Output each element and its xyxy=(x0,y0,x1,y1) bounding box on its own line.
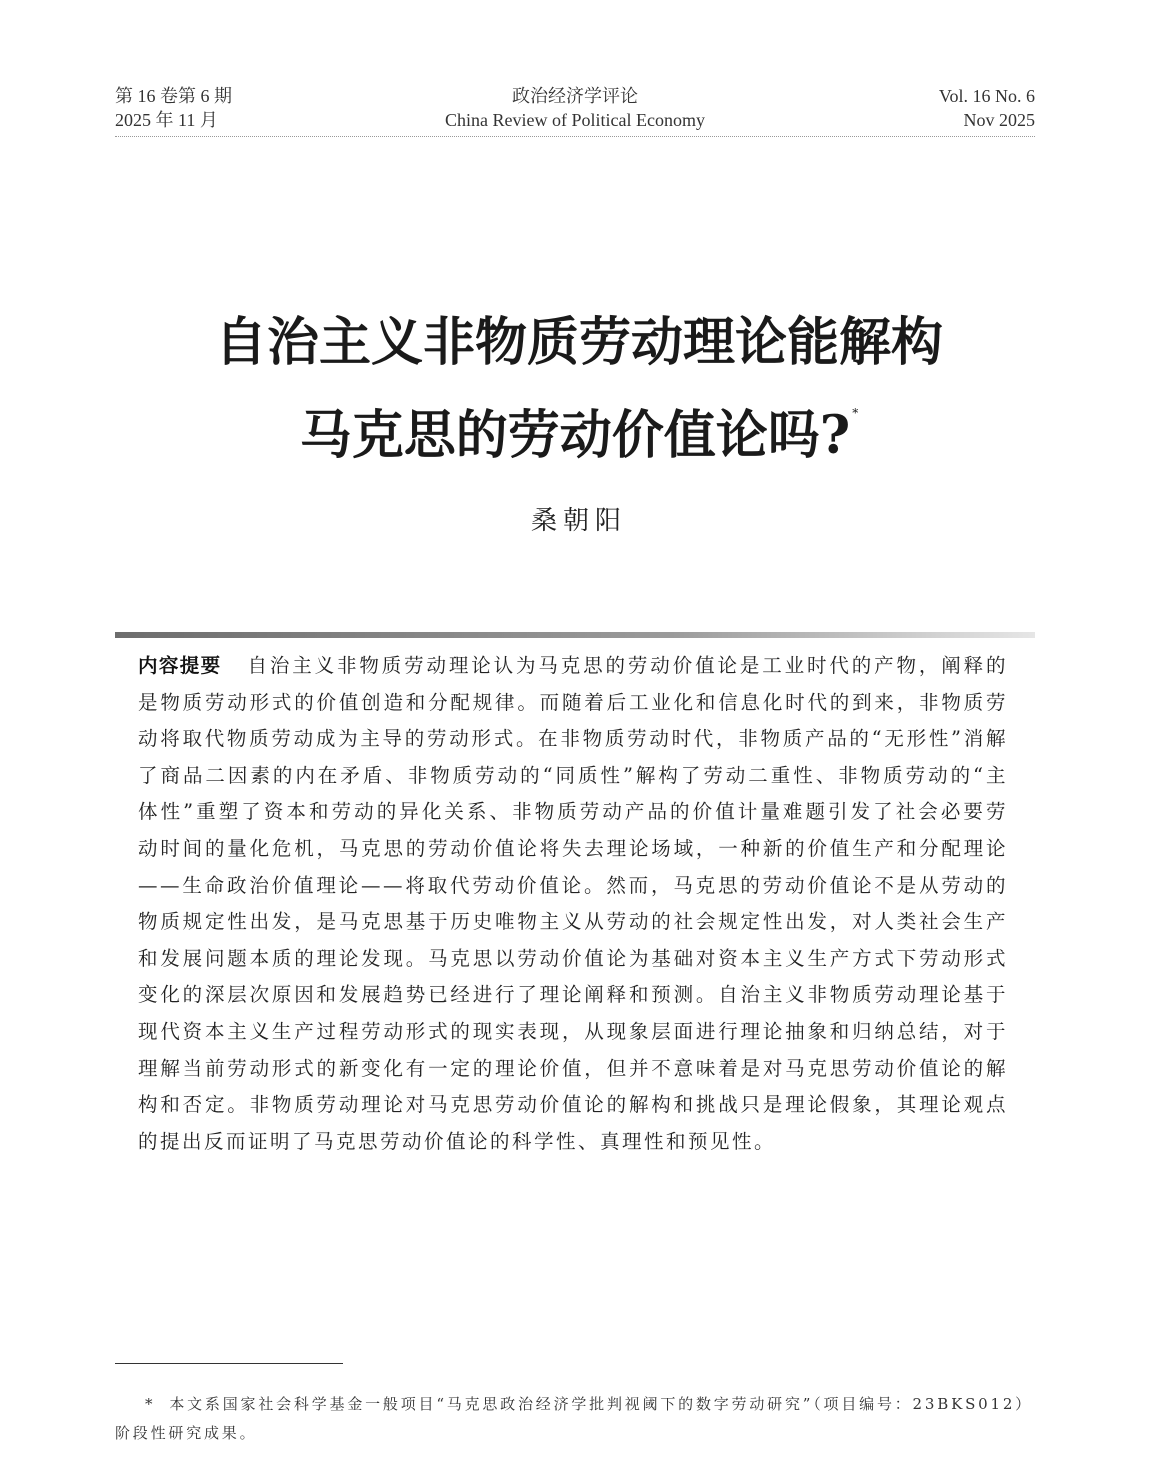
publication-date: 2025 年 11 月 xyxy=(115,110,218,130)
footnote-text: 本文系国家社会科学基金一般项目“马克思政治经济学批判视阈下的数字劳动研究”（项目编号：23BKS012）阶段性研究成果。 xyxy=(115,1395,1033,1442)
article-title xyxy=(0,308,1158,471)
journal-header xyxy=(115,84,1035,137)
volume-issue-en: Vol. 16 No. 6 xyxy=(938,86,1035,106)
journal-title-cn: 政治经济学评论 xyxy=(512,86,638,106)
volume-issue: 第 16 卷第 6 期 xyxy=(115,86,232,106)
journal-title-en: China Review of Political Economy xyxy=(445,110,705,130)
abstract-label: 内容提要 xyxy=(138,654,222,677)
footnote-mark: * xyxy=(145,1395,156,1413)
issue-info-en xyxy=(939,84,1035,132)
title-line-1: 自治主义非物质劳动理论能解构 xyxy=(214,312,943,373)
journal-title xyxy=(115,84,1035,132)
abstract-text: 自治主义非物质劳动理论认为马克思的劳动价值论是工业时代的产物，阐释的是物质劳动形式的价值创造和分配规律。而随着后工业化和信息化时代的到来，非物质劳动将取代物质劳动成为主导的劳动形式。在非物质劳动时代，非物质产品的“无形性”消解了商品二因素的内在矛盾、非物质劳动的“同质性”解构了劳动二重性、非物质劳动的“主体性”重塑了资本和劳动的异化关系、非物质劳动产品的价值计量难题引发了社会必要劳动时间的量化危机，马克思的劳动价值论将失去理论场域，一种新的价值生产和分配理论——生命政治价值理论——将取代劳动价值论。然而，马克思的劳动价值论不是从劳动的物质规定性出发，是马克思基于历史唯物主义从劳动的社会规定性出发，对人类社会生产和发展问题本质的理论发现。马克思以劳动价值论为基础对资本主义生产方式下劳动形式变化的深层次原因和发展趋势已经进行了理论阐释和预测。自治主义非物质劳动理论基于现代资本主义生产过程劳动形式的现实表现，从现象层面进行理论抽象和归纳总结，对于理解当前劳动形式的新变化有一定的理论价值，但并不意味着是对马克思劳动价值论的解构和否定。非物质劳动理论对马克思劳动价值论的解构和挑战只是理论假象，其理论观点的提出反而证明了马克思劳动价值论的科学性、真理性和预见性。 xyxy=(138,654,1008,1153)
abstract-divider-bar xyxy=(115,632,1035,638)
publication-date-en: Nov 2025 xyxy=(963,110,1035,130)
footnote xyxy=(115,1390,1035,1448)
footnote-rule xyxy=(115,1363,343,1364)
title-line-2 xyxy=(0,378,1158,471)
author-name: 桑朝阳 xyxy=(530,506,627,536)
title-footnote-mark: * xyxy=(852,406,859,420)
abstract xyxy=(138,648,1008,1160)
title-line-2-text: 马克思的劳动价值论吗? xyxy=(299,405,851,466)
